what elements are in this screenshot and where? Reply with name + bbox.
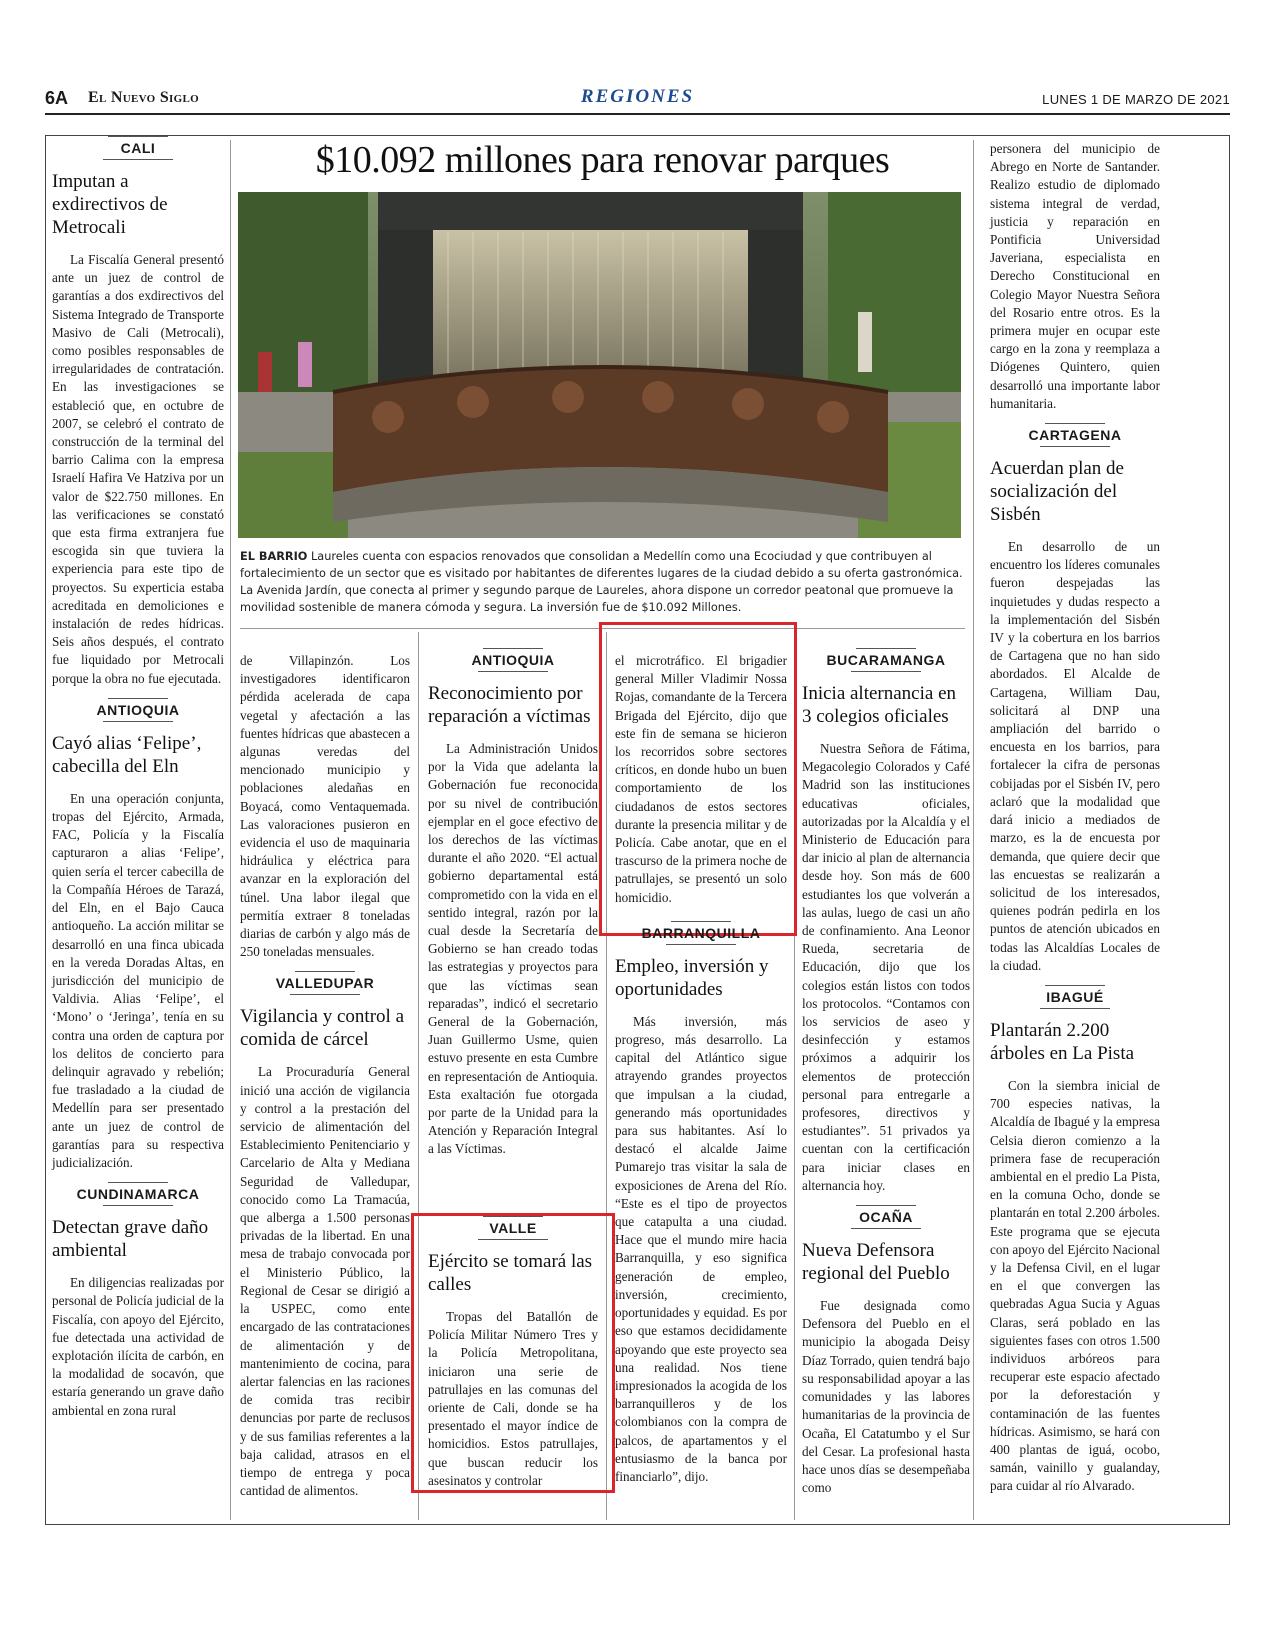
masthead-rule: [45, 113, 1230, 115]
region-cali: CALI: [52, 140, 224, 160]
headline-ocana: Nueva Defensora regional del Pueblo: [802, 1240, 950, 1285]
headline-cartagena: Acuerdan plan de socialización del Sisbén: [990, 458, 1124, 526]
continuation-valle: el microtráfico. El brigadier general Miller Vladimir Nossa Rojas, comandante de la Tercera Brigada del Ejército, dijo que este fin de semana se hicieron los recorridos sobre sectores críticos, en donde hubo un buen comportamiento de los ciudadanos de estos sectores durante la presencia militar y de Policía. Cabe anotar, que en el trascurso de la primera noche de patrullajes, se presentó un solo homicidio.: [615, 653, 787, 905]
body-ocana: Fue designada como Defensora del Pueblo en el municipio la abogada Deisy Díaz Torrado, quien tendrá bajo su responsabilidad apoyar a las comunidades y las labores humanitarias de la provincia de Ocaña, El Catatumbo y el Sur del Cesar. La profesional hasta hace unos días se desempeñaba como: [802, 1298, 970, 1496]
region-cartagena: CARTAGENA: [990, 427, 1160, 447]
column-4: [615, 652, 787, 1486]
column-rule: [973, 140, 974, 1520]
body-bucaramanga: Nuestra Señora de Fátima, Megacolegio Colorados y Café Madrid son las instituciones educativas oficiales, autorizadas por la Alcaldía y el Ministerio de Educación para dar inicio al plan de alternancia desde hoy. Son más de 600 estudiantes los que volverán a las aulas, luego de casi un año de confinamiento. Ana Leonor Rueda, secretaria de Educación, dijo que los colegios están listos con todos los protocolos. “Contamos con los servicios de aseo y desinfección y estamos próximos a adquirir los elementos de protección personal para entregarle a profesores, directivos y estudiantes”. 51 privados ya cuentan con la certificación para iniciar clases en alternancia hoy.: [802, 741, 970, 1193]
body-cundinamarca: En diligencias realizadas por personal de Policía judicial de la Fiscalía, con apoyo del Ejército, fue detectada una actividad de explotación ilícita de carbón, en la modalidad de socavón, que estaría generando un grave daño ambiental en zona rural: [52, 1275, 224, 1418]
issue-date: LUNES 1 DE MARZO DE 2021: [1042, 92, 1230, 107]
region-ocana: OCAÑA: [802, 1209, 970, 1229]
body-barranquilla: Más inversión, más progreso, más desarrollo. La capital del Atlántico sigue atrayendo grandes proyectos que impulsan a la ciudad, generando más oportunidades para sus habitantes. Así lo destacó el alcalde Jaime Pumarejo tras visitar la sala de exposiciones de Arena del Río. “Este es el tipo de proyectos que catapulta a una ciudad. Hace que el mundo mire hacia Barranquilla, y eso significa generación de empleo, inversión, crecimiento, oportunidades y equidad. Es por eso que estamos decididamente apoyando que este proyecto sea una realidad. Nos tiene impresionados la acogida de los barranquilleros y de los colombianos con la compra de palcos, de apartamentos y el entusiasmo de la banca por financiarlo”, dijo.: [615, 1013, 787, 1484]
column-rule: [230, 140, 231, 1520]
region-bucaramanga: BUCARAMANGA: [802, 652, 970, 672]
body-valledupar: La Procuraduría General inició una acción de vigilancia y control a la prestación del servicio de alimentación del Establecimiento Penitenciario y Carcelario de Alta y Mediana Seguridad de Valledupar, conocido como La Tramacúa, que alberga a 1.500 personas privadas de la libertad. En una mesa de trabajo convocada por el Ministerio Público, la Regional de Cesar se dirigió a la USPEC, como ente encargado de las contrataciones de alimentación y de mantenimiento de cocina, para alertar falencias en las raciones de comida tras recibir denuncias por parte de reclusos y de sus familias referentes a la baja calidad, atrasos en el tiempo de entrega y poca cantidad de alimentos.: [240, 1064, 410, 1499]
region-valle: VALLE: [428, 1220, 598, 1240]
page-number: 6A: [45, 88, 69, 108]
body-cali: La Fiscalía General presentó ante un juez de control de garantías a dos exdirectivos del Sistema Integrado de Transporte Masivo de Cali (Metrocali), como posibles responsables de irregularidades de contratación. En las investigaciones se estableció que, en octubre de 2007, se celebró el contrato de construcción de la terminal del barrio Calima con la empresa Israelí Hafira Ve Hatziva por un valor de $22.750 millones. En las verificaciones se constató que esta firma extranjera fue escogida sin que tuviera la experiencia para este tipo de proyectos. Su experticia estaba acreditada en demoliciones e instalación de redes hídricas. Seis años después, el contrato fue liquidado por Metrocali porque la obra no fue ejecutada.: [52, 252, 224, 686]
headline-antioquia-eln: Cayó alias ‘Felipe’, cabecilla del Eln: [52, 732, 202, 777]
region-antioquia-eln: ANTIOQUIA: [52, 702, 224, 722]
headline-bucaramanga: Inicia alternancia en 3 colegios oficiales: [802, 683, 957, 727]
caption-text: Laureles cuenta con espacios renovados que consolidan a Medellín como una Ecociudad y que contribuyen al fortalecimiento de un sector que es visitado por habitantes de diferentes lugares de la ciudad debido a su oferta gastronómica. La Avenida Jardín, que conecta al primer y segundo parque de Laureles, ahora dispone un corredor peatonal que promueve la movilidad sostenible de manera cómoda y segura. La inversión fue de $10.092 Millones.: [240, 550, 963, 614]
region-barranquilla: BARRANQUILLA: [615, 925, 787, 945]
body-cartagena: En desarrollo de un encuentro los líderes comunales fueron despejadas las inquietudes y dudas respecto a la implementación del Sisbén IV y la cobertura en los barrios de Cartagena que no han sido abordados. El Alcalde de Cartagena, William Dau, solicitará al DNP una ampliación del barrido o encuesta en los barrios, para fortalecer la cifra de personas cobijadas por el Sisbén IV, pero aclaró que la modalidad que dará inicio a mediados de marzo, es la de encuesta por demanda, que quiere decir que las encuestas se realizarán a solicitud de los interesados, quienes podrán pedirla en los puntos de atención ubicados en todas las Alcaldías Locales de la ciudad.: [990, 539, 1160, 973]
column-5: [802, 652, 970, 1497]
region-antioquia-victimas: ANTIOQUIA: [428, 652, 598, 672]
region-ibague: IBAGUÉ: [990, 989, 1160, 1009]
region-valledupar: VALLEDUPAR: [240, 975, 410, 995]
fountain-illustration: [238, 192, 961, 538]
headline-valle: Ejército se tomará las calles: [428, 1251, 593, 1295]
main-headline: $10.092 millones para renovar parques: [315, 139, 890, 181]
park-fountain-photo: [238, 192, 961, 538]
body-ibague: Con la siembra inicial de 700 especies nativas, la Alcaldía de Ibagué y la empresa Celsia dieron comienzo a la primera fase de recuperación ambiental en el predio La Pista, en la comuna Ocho, donde se plantarán en total 2.200 árboles. Este programa que se ejecuta con apoyo del Ejército Nacional y la Defensa Civil, en el lugar en el que convergen las quebradas Agua Sucia y Aguas Claras, será poblado en las siguientes fases con otros 1.500 individuos arbóreos para recuperar este espacio afectado por la deforestación y contaminación de las fuentes hídricas. Asimismo, se hará con 400 plantas de iguá, ocobo, samán, vainillo y gualanday, para cuidar al río Alvarado.: [990, 1077, 1160, 1494]
column-3: [428, 652, 598, 1159]
valle-article: [428, 1220, 598, 1490]
newspaper-name: El Nuevo Siglo: [88, 89, 199, 106]
section-title: REGIONES: [580, 86, 695, 107]
column-6: [990, 140, 1160, 1496]
column-1: [52, 140, 224, 1420]
headline-cali: Imputan a exdirectivos de Metrocali: [52, 171, 168, 238]
body-antioquia-eln: En una operación conjunta, tropas del Ejército, Armada, FAC, Policía y la Fiscalía capturaron a alias ‘Felipe’, quien sería el tercer cabecilla de la Compañía Héroes de Tarazá, del Eln, en el Bajo Cauca antioqueño. La acción militar se desarrolló en una finca ubicada en la vereda Doradas Altas, en jurisdicción del municipio de Valdivia. Alias ‘Felipe’, el ‘Mono’ o ‘Jeringa’, tenía en su contra una orden de captura por los delitos de concierto para delinquir agravado y rebelión; fue trasladado a la ciudad de Medellín para ser presentado ante un juez de control de garantías para su respectiva judicialización.: [52, 790, 224, 1170]
headline-valledupar: Vigilancia y control a comida de cárcel: [240, 1006, 404, 1051]
continuation-cundinamarca: de Villapinzón. Los investigadores identificaron pérdida acelerada de capa vegetal y afectación a las fuentes hídricas que abastecen a algunas veredas del mencionado municipio y poblaciones aledañas en Boyacá, como Ventaquemada. Las valoraciones pusieron en evidencia el uso de maquinaria hidráulica y eléctrica para avanzar en la exploración del túnel. Una labor ilegal que permitía extraer 8 toneladas diarias de carbón y algo más de 250 toneladas mensuales.: [240, 653, 410, 960]
region-cundinamarca: CUNDINAMARCA: [52, 1186, 224, 1206]
body-antioquia-victimas: La Administración Unidos por la Vida que adelanta la Gobernación fue reconocida por su nivel de contribución ejemplar en el goce efectivo de los derechos de las víctimas durante el año 2020. “El actual gobierno departamental está comprometido con la vida en el sentido integral, razón por la cual desde la Secretaría de Gobierno se han creado todas las estrategias y proyectos para que las víctimas sean reparadas”, indicó el secretario General de la Gobernación, Juan Guillermo Usme, quien estuvo presente en esta Cumbre en representación de Antioquia. Esta exaltación fue otorgada por parte de la Unidad para la Atención y Reparación Integral a las Víctimas.: [428, 741, 598, 1157]
headline-antioquia-victimas: Reconocimiento por reparación a víctimas: [428, 683, 591, 727]
continuation-ocana: personera del municipio de Abrego en Norte de Santander. Realizo estudio de diplomado sistema integral de verdad, justicia y reparación en Pontificia Universidad Javeriana, especialista en Derecho Constitucional en Colegio Mayor Nuestra Señora del Rosario entre otros. Es la primera mujer en ocupar este cargo en la zona y reemplaza a Diógenes Quintero, quien desarrolló una importante labor humanitaria.: [990, 141, 1160, 411]
body-valle: Tropas del Batallón de Policía Militar Número Tres y la Policía Metropolitana, iniciaron una serie de patrullajes en las comunas del oriente de Cali, donde se ha presentado el mayor índice de homicidios. Estos patrullajes, que buscan reducir los asesinatos y controlar: [428, 1309, 598, 1488]
headline-barranquilla: Empleo, inversión y oportunidades: [615, 955, 769, 1000]
photo-caption: [240, 548, 965, 616]
headline-ibague: Plantarán 2.200 árboles en La Pista: [990, 1019, 1135, 1064]
column-2: [240, 652, 410, 1500]
headline-cundinamarca: Detectan grave daño ambiental: [52, 1217, 209, 1262]
caption-lead: EL BARRIO: [240, 550, 308, 563]
